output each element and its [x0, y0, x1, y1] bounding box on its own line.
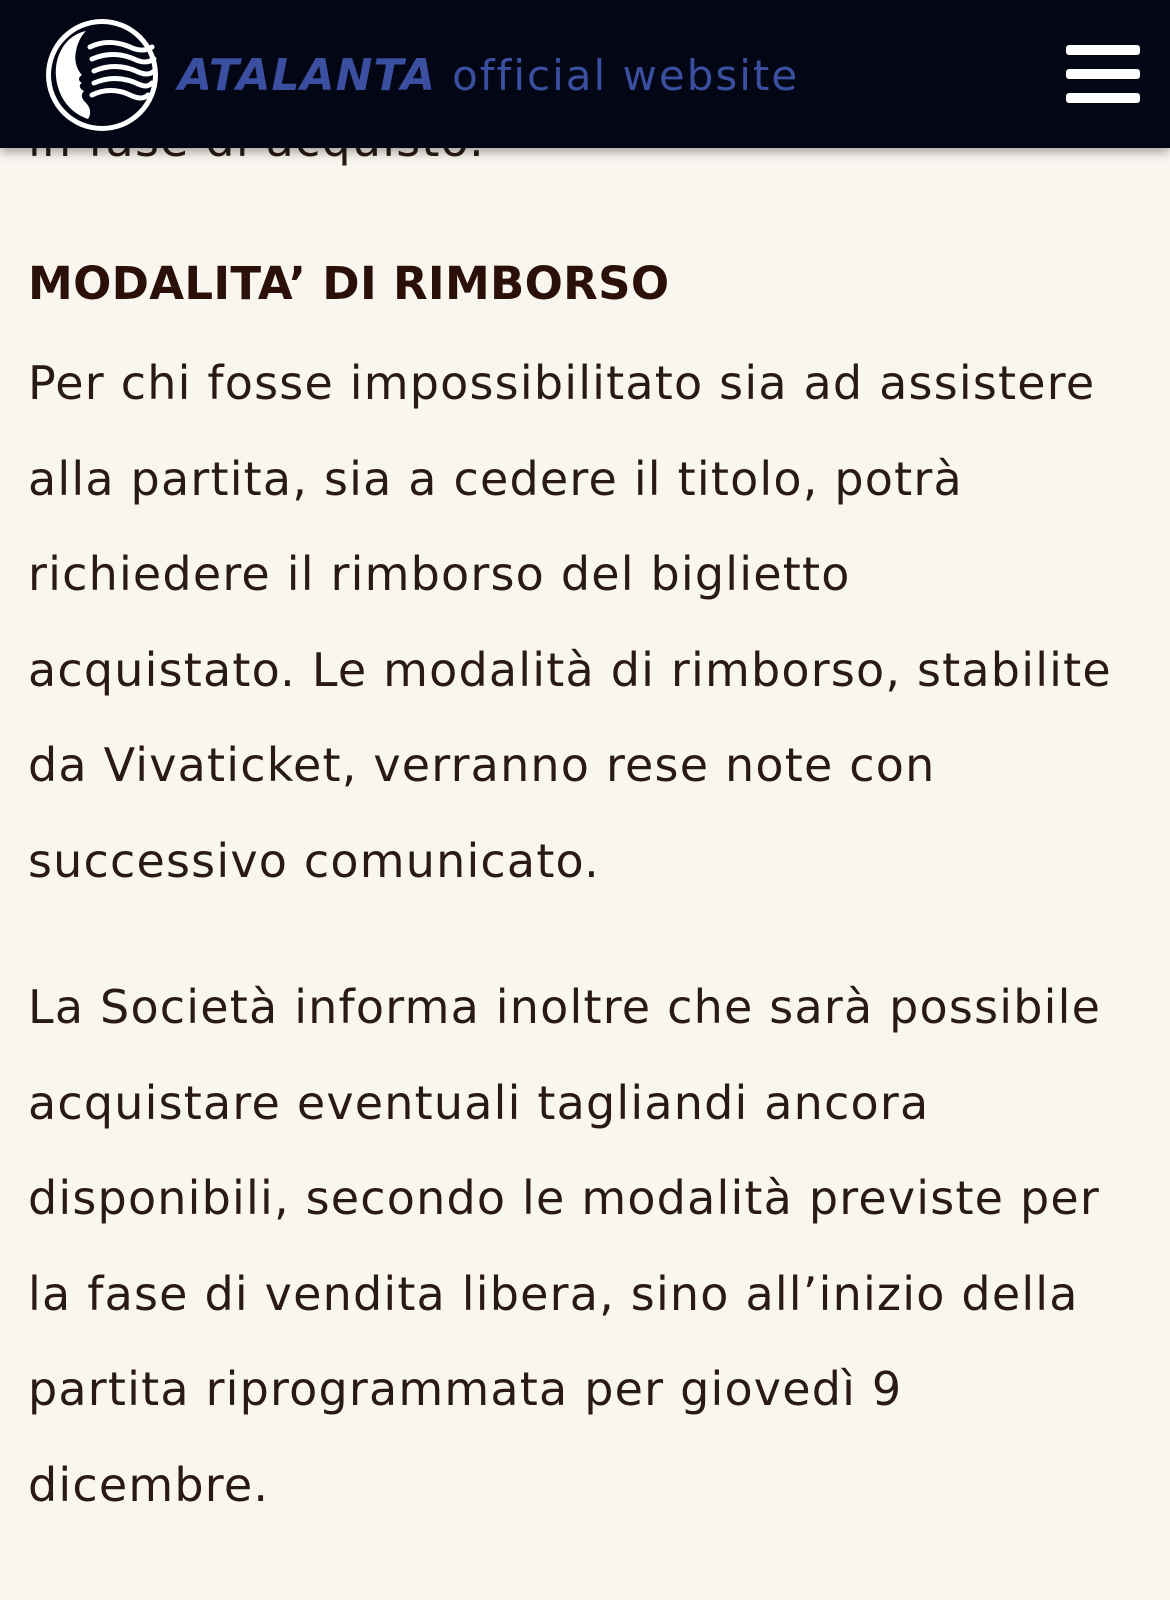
paragraph-line: richiedere il rimborso del biglietto [28, 547, 851, 602]
paragraph-vendita [28, 960, 1143, 1534]
brand-name: ATALANTA [178, 49, 437, 101]
paragraph-line: disponibili, secondo le modalità previste per [28, 1171, 1101, 1226]
paragraph-line: alla partita, sia a cedere il titolo, potrà [28, 451, 963, 506]
brand-subtitle: official website [452, 50, 800, 100]
paragraph-line: la fase di vendita libera, sino all’inizio della [28, 1266, 1079, 1321]
paragraph-line: da Vivaticket, verranno rese note con [28, 738, 936, 793]
paragraph-line: dicembre. [28, 1457, 270, 1512]
paragraph-line: partita riprogrammata per giovedì 9 [28, 1362, 903, 1417]
home-logo-link[interactable] [40, 12, 799, 138]
paragraph-line: Per chi fosse impossibilitato sia ad assistere [28, 356, 1096, 410]
paragraph-line: successivo comunicato. [28, 833, 600, 888]
paragraph-line: acquistare eventuali tagliandi ancora [28, 1075, 930, 1130]
paragraph-line: acquistato. Le modalità di rimborso, stabilite [28, 642, 1112, 697]
paragraph-rimborso [28, 336, 1143, 910]
paragraph-line: La Società informa inoltre che sarà possibile [28, 980, 1102, 1034]
menu-bar [1066, 45, 1140, 55]
menu-bar [1066, 69, 1140, 79]
hamburger-menu-button[interactable] [1066, 40, 1140, 110]
atalanta-logo-icon [40, 13, 164, 137]
section-heading-rimborso: MODALITA’ DI RIMBORSO [28, 257, 670, 310]
site-header [0, 0, 1170, 148]
menu-bar [1066, 93, 1140, 103]
